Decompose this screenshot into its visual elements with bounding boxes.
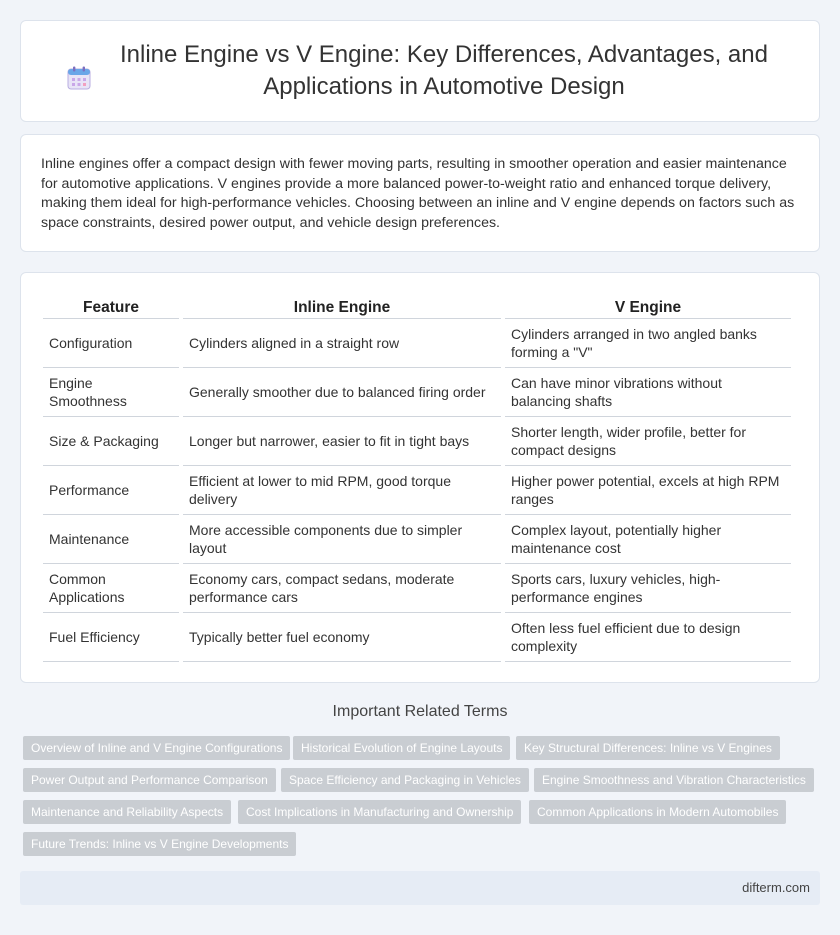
table-row	[43, 466, 791, 515]
intro-paragraph: Inline engines offer a compact design with fewer moving parts, resulting in smoother operation and easier maintenance for automotive applications. V engines provide a more balanced power-to-weight ratio and enhanced torque delivery, making them ideal for high-performance vehicles. Choosing between an inline and V engine depends on factors such as space constraints, desired power output, and vehicle design preferences.	[41, 156, 795, 231]
inline-cell: Longer but narrower, easier to fit in tight bays	[183, 417, 501, 466]
feature-cell: Size & Packaging	[43, 417, 179, 466]
inline-cell: Typically better fuel economy	[183, 613, 501, 662]
v-cell: Often less fuel efficient due to design complexity	[505, 613, 791, 662]
v-cell: Complex layout, potentially higher maintenance cost	[505, 515, 791, 564]
header-feature: Feature	[43, 291, 179, 319]
feature-cell: Fuel Efficiency	[43, 613, 179, 662]
related-term-tag[interactable]: Historical Evolution of Engine Layouts	[293, 736, 510, 760]
v-cell: Cylinders arranged in two angled banks forming a "V"	[505, 319, 791, 368]
inline-cell: More accessible components due to simpler layout	[183, 515, 501, 564]
calendar-icon	[66, 65, 92, 91]
feature-cell: Performance	[43, 466, 179, 515]
inline-cell: Efficient at lower to mid RPM, good torque delivery	[183, 466, 501, 515]
v-cell: Sports cars, luxury vehicles, high-performance engines	[505, 564, 791, 613]
related-term-tag[interactable]: Power Output and Performance Comparison	[23, 768, 276, 792]
table-row	[43, 417, 791, 466]
feature-cell: Common Applications	[43, 564, 179, 613]
page-title: Inline Engine vs V Engine: Key Differences, Advantages, and Applications in Automotive Design	[120, 41, 768, 100]
related-term-tag[interactable]: Overview of Inline and V Engine Configurations	[23, 736, 290, 760]
related-term-tag[interactable]: Key Structural Differences: Inline vs V Engines	[516, 736, 780, 760]
related-term-tag[interactable]: Engine Smoothness and Vibration Characteristics	[534, 768, 814, 792]
feature-cell: Engine Smoothness	[43, 368, 179, 417]
v-cell: Shorter length, wider profile, better for compact designs	[505, 417, 791, 466]
related-term-tag[interactable]: Space Efficiency and Packaging in Vehicles	[281, 768, 529, 792]
table-row	[43, 319, 791, 368]
footer	[20, 871, 820, 905]
comparison-card	[20, 272, 820, 683]
v-cell: Can have minor vibrations without balancing shafts	[505, 368, 791, 417]
header-v-engine: V Engine	[505, 291, 791, 319]
related-terms-title: Important Related Terms	[332, 703, 508, 720]
related-term-tag[interactable]: Maintenance and Reliability Aspects	[23, 800, 231, 824]
table-row	[43, 613, 791, 662]
comparison-table	[39, 291, 795, 662]
table-header-row	[43, 291, 791, 319]
title-card	[20, 20, 820, 122]
inline-cell: Cylinders aligned in a straight row	[183, 319, 501, 368]
intro-card	[20, 134, 820, 252]
feature-cell: Maintenance	[43, 515, 179, 564]
footer-site[interactable]: difterm.com	[742, 880, 810, 895]
related-term-tag[interactable]: Cost Implications in Manufacturing and Ownership	[238, 800, 521, 824]
v-cell: Higher power potential, excels at high RPM ranges	[505, 466, 791, 515]
table-row	[43, 564, 791, 613]
inline-cell: Generally smoother due to balanced firing order	[183, 368, 501, 417]
table-row	[43, 368, 791, 417]
related-term-tag[interactable]: Common Applications in Modern Automobiles	[529, 800, 786, 824]
table-row	[43, 515, 791, 564]
inline-cell: Economy cars, compact sedans, moderate performance cars	[183, 564, 501, 613]
related-term-tag[interactable]: Future Trends: Inline vs V Engine Developments	[23, 832, 296, 856]
feature-cell: Configuration	[43, 319, 179, 368]
header-inline-engine: Inline Engine	[183, 291, 501, 319]
